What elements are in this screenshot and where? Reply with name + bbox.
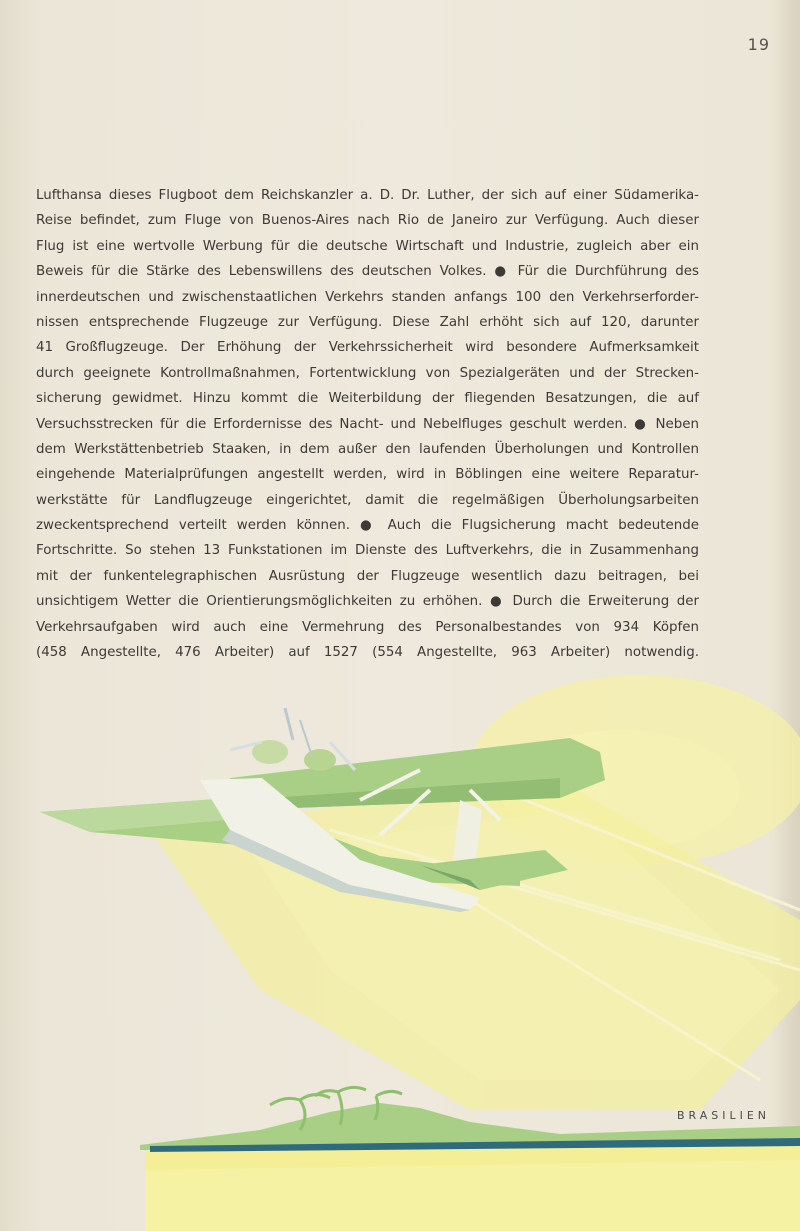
text-line: Lufthansa dieses Flugboot dem Reichskanzler a. D. Dr. Luther, der sich auf einer Südamerika- <box>36 188 699 203</box>
page-number: 19 <box>747 35 770 54</box>
text-line: innerdeutschen und zwischenstaatlichen Verkehrs standen anfangs 100 den Verkehrserforder- <box>36 289 699 305</box>
text-line: 41 Großflugzeuge. Der Erhöhung der Verkehrssicherheit wird besondere Aufmerksamkeit <box>36 340 699 356</box>
text-line: Beweis für die Stärke des Lebenswillens des deutschen Volkes. ● Für die Durchführung des <box>36 264 699 280</box>
flying-boat-illustration <box>0 660 800 1231</box>
text-line: durch geeignete Kontrollmaßnahmen, Fortentwicklung von Spezialgeräten und der Strecken- <box>36 365 699 381</box>
text-line: dem Werkstättenbetrieb Staaken, in dem außer den laufenden Überholungen und Kontrollen <box>36 441 699 457</box>
text-line: zweckentsprechend verteilt werden können. ● Auch die Flugsicherung macht bedeutende <box>36 518 699 534</box>
text-line: Versuchsstrecken für die Erfordernisse des Nacht- und Nebelfluges geschult werden. ● Neben <box>36 416 699 432</box>
text-line: (458 Angestellte, 476 Arbeiter) auf 1527 (554 Angestellte, 963 Arbeiter) notwendig. <box>36 645 699 661</box>
engines <box>230 708 355 771</box>
text-line: Reise befindet, zum Fluge von Buenos-Aires nach Rio de Janeiro zur Verfügung. Auch dieser <box>36 213 699 229</box>
text-line: werkstätte für Landflugzeuge eingerichtet, damit die regelmäßigen Überholungsarbeiten <box>36 492 699 508</box>
text-line: Flug ist eine wertvolle Werbung für die deutsche Wirtschaft und Industrie, zugleich aber ein <box>36 238 699 254</box>
text-line: eingehende Materialprüfungen angestellt werden, wird in Böblingen eine weitere Reparatur- <box>36 467 699 483</box>
text-line: sicherung gewidmet. Hinzu kommt die Weiterbildung der fliegenden Besatzungen, die auf <box>36 391 699 407</box>
illustration-caption: BRASILIEN <box>676 1109 770 1122</box>
text-line: unsichtigem Wetter die Orientierungsmöglichkeiten zu erhöhen. ● Durch die Erweiterung der <box>36 594 699 610</box>
text-line: nissen entsprechende Flugzeuge zur Verfügung. Diese Zahl erhöht sich auf 120, darunter <box>36 314 699 330</box>
text-line: Fortschritte. So stehen 13 Funkstationen im Dienste des Luftverkehrs, die in Zusammenhang <box>36 543 699 559</box>
body-text <box>36 183 699 665</box>
text-line: mit der funkentelegraphischen Ausrüstung der Flugzeuge wesentlich dazu beitragen, bei <box>36 568 699 584</box>
shore-sand-light <box>145 1160 800 1231</box>
text-line: Verkehrsaufgaben wird auch eine Vermehrung des Personalbestandes von 934 Köpfen <box>36 619 699 635</box>
